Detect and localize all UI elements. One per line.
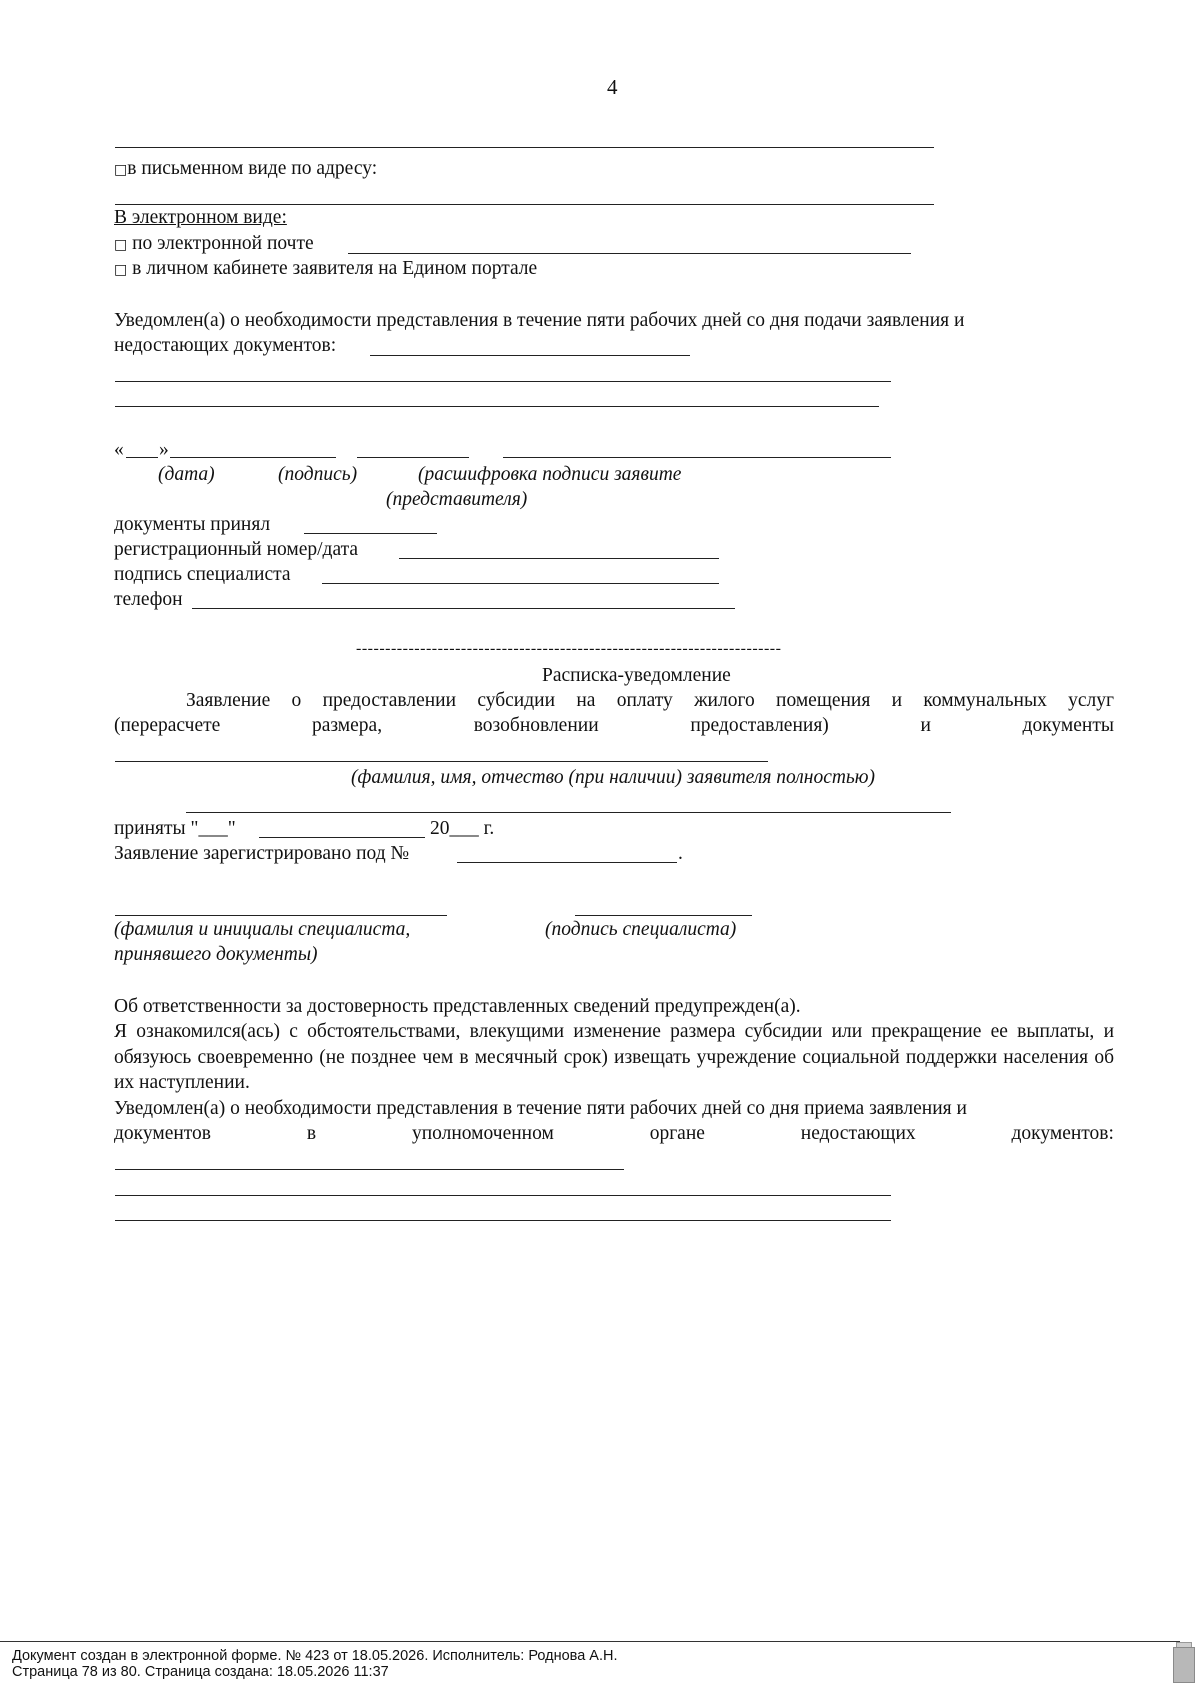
receipt-title: Расписка-уведомление	[542, 665, 731, 686]
phone-label: телефон	[114, 589, 183, 610]
page-number: 4	[607, 75, 618, 99]
accepted-year: 20___ г.	[430, 818, 495, 839]
month-line	[170, 457, 336, 458]
missing-docs-line	[370, 355, 690, 356]
footer-divider	[0, 1641, 1180, 1642]
missing-docs-line	[115, 406, 879, 407]
cabinet-option[interactable]	[114, 257, 537, 282]
checkbox-empty-icon[interactable]: □	[114, 262, 128, 278]
seal-icon	[1173, 1647, 1195, 1683]
email-label: по электронной почте	[132, 233, 314, 254]
fio-line	[115, 761, 768, 762]
sign-caption: (подпись)	[278, 464, 358, 485]
p3-word: документов:	[1011, 1123, 1114, 1144]
responsibility-p1: Об ответственности за достоверность представленных сведений предупрежден(а).	[114, 996, 801, 1017]
receipt-word: предоставления)	[690, 715, 829, 736]
responsibility-p3-line1: Уведомлен(а) о необходимости представления в течение пяти рабочих дней со дня приема заявления и	[114, 1098, 967, 1119]
p3-word: документов	[114, 1123, 212, 1144]
receipt-word: (перерасчете	[114, 715, 221, 736]
p3-word: недостающих	[800, 1123, 916, 1144]
p3-word: уполномоченном	[411, 1123, 554, 1144]
footer-line-1: Документ создан в электронной форме. № 423 от 18.05.2026. Исполнитель: Роднова А.Н.	[12, 1648, 618, 1664]
receipt-line-2	[114, 714, 1114, 738]
receipt-word: возобновлении	[473, 715, 599, 736]
spec-sign-line	[322, 583, 719, 584]
address-line	[115, 147, 934, 148]
spec-name-line	[115, 915, 447, 916]
written-address-line	[115, 204, 934, 205]
receipt-line-1	[186, 689, 1114, 713]
reg-number-line	[399, 558, 719, 559]
receipt-word: размера,	[311, 715, 383, 736]
notice-line-2: недостающих документов:	[114, 335, 337, 356]
registered-number-line	[457, 862, 677, 863]
email-option[interactable]	[114, 232, 314, 257]
missing-docs-line	[115, 381, 891, 382]
spec-signature-line	[575, 915, 752, 916]
spec-caption-2: принявшего документы)	[114, 944, 318, 965]
p3-word: в	[306, 1123, 317, 1144]
footer-line-2: Страница 78 из 80. Страница создана: 18.05.2026 11:37	[12, 1664, 389, 1680]
responsibility-p2: Я ознакомился(ась) с обстоятельствами, влекущими изменение размера субсидии или прекращение ее выплаты, и обязуюсь своевременно (не позднее чем в месячный срок) извещать учреждение социальной поддержки населения об их наступлении.	[114, 1021, 1114, 1093]
date-quote-close: »	[159, 439, 169, 460]
fio-caption: (фамилия, имя, отчество (при наличии) заявителя полностью)	[351, 767, 876, 788]
written-label: в письменном виде по адресу:	[127, 158, 378, 179]
spec-sign-label: подпись специалиста	[114, 564, 291, 585]
cut-line: -------------------------------------------------------------------------	[356, 640, 782, 657]
receipt-word: документы	[1022, 715, 1114, 736]
fio-full-line	[186, 812, 951, 813]
receipt-word: и	[920, 715, 931, 736]
checkbox-empty-icon[interactable]: □	[114, 237, 128, 253]
missing-docs-line	[115, 1169, 624, 1170]
electronic-heading: В электронном виде:	[114, 207, 287, 228]
checkbox-empty-icon[interactable]: □	[114, 162, 128, 178]
decode-caption: (расшифровка подписи заявите	[418, 464, 682, 485]
accepted-line	[304, 533, 437, 534]
missing-docs-line	[115, 1195, 891, 1196]
day-line	[126, 457, 158, 458]
missing-docs-line	[115, 1220, 891, 1221]
signature-line	[357, 457, 469, 458]
decode-line	[503, 457, 891, 458]
accepted-date-prefix: приняты "___"	[114, 818, 236, 839]
reg-number-label: регистрационный номер/дата	[114, 539, 359, 560]
written-option[interactable]	[114, 157, 377, 182]
accepted-label: документы принял	[114, 514, 271, 535]
spec-caption-1: (фамилия и инициалы специалиста,	[114, 919, 411, 940]
rep-caption: (представителя)	[386, 489, 528, 510]
date-quote-open: «	[114, 439, 124, 460]
registered-label: Заявление зарегистрировано под №	[114, 843, 410, 864]
cabinet-label: в личном кабинете заявителя на Едином портале	[132, 258, 538, 279]
receipt-line-1-text: Заявление о предоставлении субсидии на оплату жилого помещения и коммунальных услуг	[186, 690, 1114, 711]
spec-sign-caption: (подпись специалиста)	[545, 919, 737, 940]
notice-line-1: Уведомлен(а) о необходимости представления в течение пяти рабочих дней со дня подачи заявления и	[114, 310, 965, 331]
responsibility-p3-line2	[114, 1122, 1114, 1146]
registered-end: .	[678, 843, 683, 864]
email-line	[348, 253, 911, 254]
p3-word: органе	[649, 1123, 705, 1144]
accepted-month-line	[259, 837, 425, 838]
date-caption: (дата)	[158, 464, 215, 485]
phone-line	[192, 608, 735, 609]
